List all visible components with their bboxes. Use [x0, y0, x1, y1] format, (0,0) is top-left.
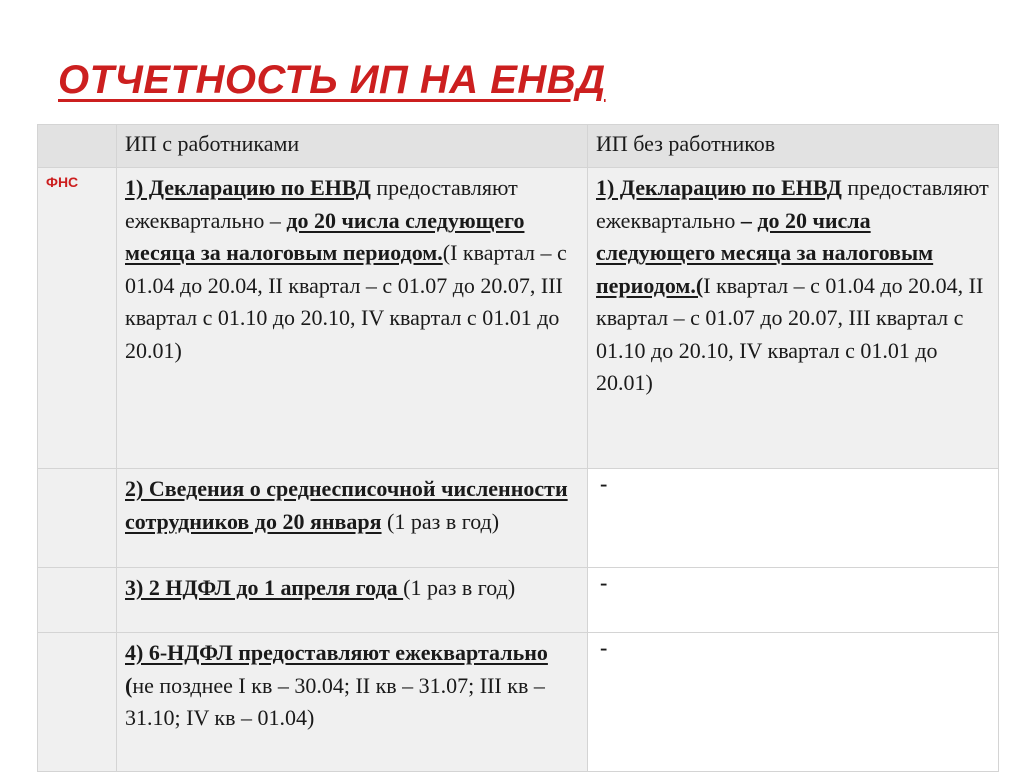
row-label-cell — [38, 469, 117, 568]
row-label-cell — [38, 568, 117, 633]
declaration-text-without-employees: 1) Декларацию по ЕНВД предоставляют ежеквартально – до 20 числа следующего месяца за налоговым периодом.(I квартал – с 01.04 до 20.04, II квартал – с 01.07 до 20.07, III квартал с 01.10 до 20.10, IV квартал с 01.01 до 20.01) — [596, 175, 989, 395]
table-row — [38, 568, 999, 633]
cell-without-employees — [588, 469, 999, 568]
table-row — [38, 469, 999, 568]
header-with-employees — [117, 125, 588, 168]
fns-label: ФНС — [46, 174, 79, 190]
ndfl6-text: 4) 6-НДФЛ предоставляют ежеквартально (не позднее I кв – 30.04; II кв – 31.07; III кв – 31.10; IV кв – 01.04) — [125, 640, 548, 730]
header-without-employees — [588, 125, 999, 168]
empty-dash: - — [600, 570, 608, 595]
cell-with-employees — [117, 568, 588, 633]
page-title: ОТЧЕТНОСТЬ ИП НА ЕНВД — [58, 58, 606, 102]
header-without-employees-label: ИП без работников — [596, 131, 776, 156]
cell-without-employees — [588, 568, 999, 633]
cell-without-employees — [588, 633, 999, 772]
row-label-cell — [38, 168, 117, 469]
table-row — [38, 168, 999, 469]
ndfl2-text: 3) 2 НДФЛ до 1 апреля года (1 раз в год) — [125, 575, 516, 600]
declaration-text-with-employees: 1) Декларацию по ЕНВД предоставляют ежеквартально – до 20 числа следующего месяца за налоговым периодом.(I квартал – с 01.04 до 20.04, II квартал – с 01.07 до 20.07, III квартал с 01.10 до 20.10, IV квартал с 01.01 до 20.01) — [125, 175, 567, 363]
table-header-row — [38, 125, 999, 168]
table-row — [38, 633, 999, 772]
headcount-text: 2) Сведения о среднесписочной численности сотрудников до 20 января (1 раз в год) — [125, 476, 568, 534]
row-label-cell — [38, 633, 117, 772]
cell-without-employees — [588, 168, 999, 469]
cell-with-employees — [117, 168, 588, 469]
reporting-table — [37, 124, 999, 772]
header-with-employees-label: ИП с работниками — [125, 131, 300, 156]
empty-dash: - — [600, 471, 608, 496]
header-empty-cell — [38, 125, 117, 168]
cell-with-employees — [117, 633, 588, 772]
empty-dash: - — [600, 635, 608, 660]
cell-with-employees — [117, 469, 588, 568]
